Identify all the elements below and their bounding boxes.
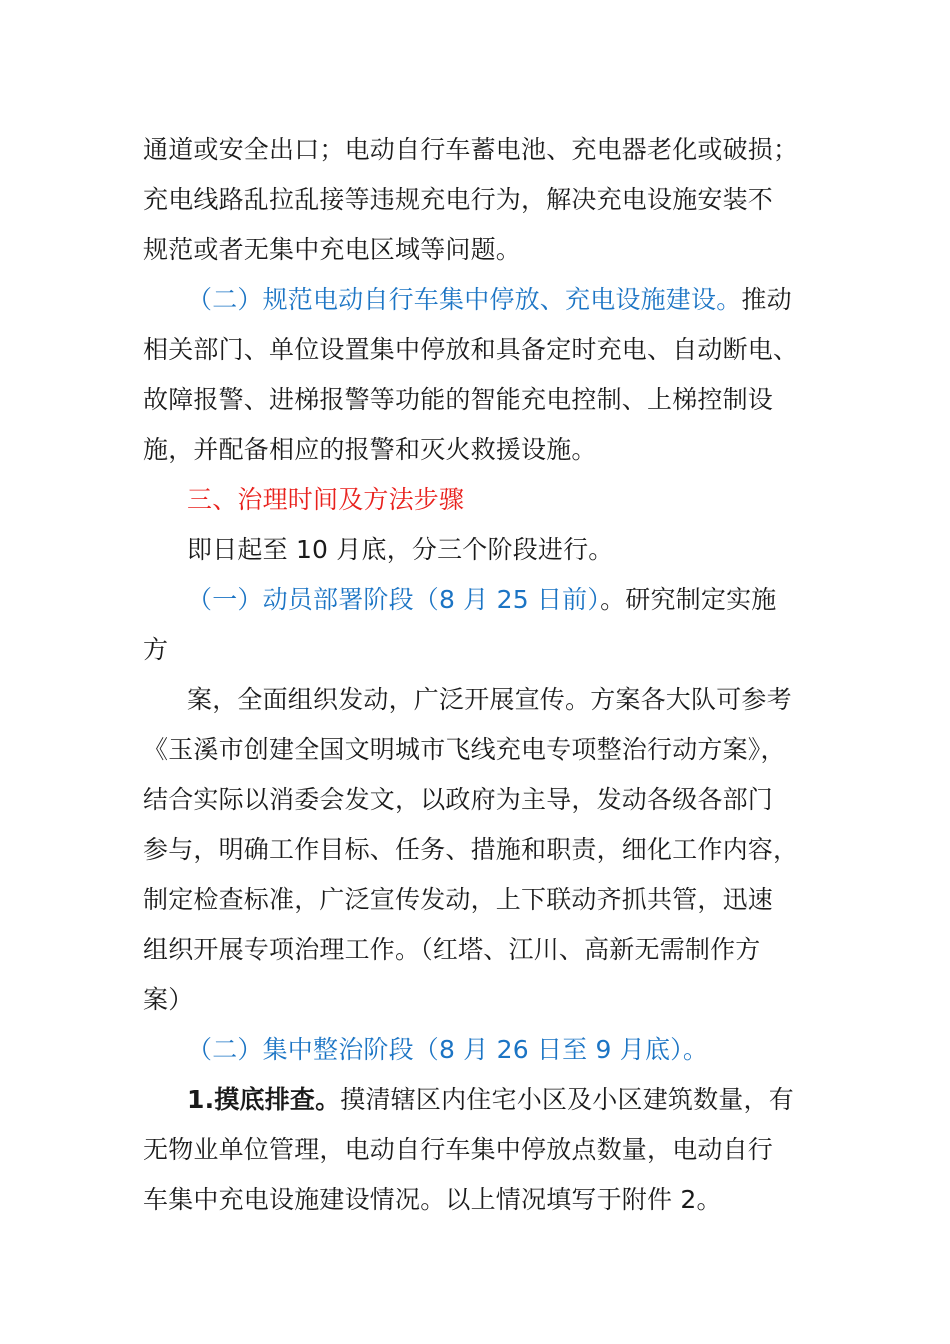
paragraph-line: 施，并配备相应的报警和灭火救援设施。 <box>143 435 597 464</box>
paragraph-line: 结合实际以消委会发文，以政府为主导，发动各级各部门 <box>143 785 774 814</box>
paragraph-text: 。研究制定实施 <box>600 585 777 614</box>
paragraph-line: 《玉溪市创建全国文明城市飞线充电专项整治行动方案》， <box>143 735 786 764</box>
paragraph-line: 组织开展专项治理工作。（红塔、江川、高新无需制作方 <box>143 935 761 964</box>
paragraph-line: 案，全面组织发动，广泛开展宣传。方案各大队可参考 <box>187 685 792 714</box>
paragraph-line <box>143 275 813 325</box>
subheading-blue: （二）集中整治阶段（8 月 26 日至 9 月底）。 <box>187 1035 709 1064</box>
paragraph-line: 无物业单位管理，电动自行车集中停放点数量，电动自行 <box>143 1135 774 1164</box>
paragraph-line: 通道或安全出口；电动自行车蓄电池、充电器老化或破损； <box>143 135 799 164</box>
subheading-blue: （二）规范电动自行车集中停放、充电设施建设。 <box>187 285 742 314</box>
subheading-blue: （一）动员部署阶段（8 月 25 日前） <box>187 585 601 614</box>
paragraph-text: 摸清辖区内住宅小区及小区建筑数量，有 <box>340 1085 794 1114</box>
paragraph-text: 推动 <box>741 285 792 314</box>
paragraph-line <box>143 1075 813 1125</box>
paragraph-line: 故障报警、进梯报警等功能的智能充电控制、上梯控制设 <box>143 385 774 414</box>
paragraph-line: 案） <box>143 985 194 1014</box>
paragraph-line <box>143 575 813 625</box>
document-body <box>143 125 813 1225</box>
paragraph-line: 即日起至 10 月底，分三个阶段进行。 <box>187 535 614 564</box>
section-heading: 三、治理时间及方法步骤 <box>187 485 465 514</box>
paragraph-line: 充电线路乱拉乱接等违规充电行为，解决充电设施安装不 <box>143 185 774 214</box>
paragraph-line: 车集中充电设施建设情况。以上情况填写于附件 2。 <box>143 1185 722 1214</box>
paragraph-line: 规范或者无集中充电区域等问题。 <box>143 235 522 264</box>
paragraph-line: 方 <box>143 635 169 664</box>
bold-lead: 1.摸底排查。 <box>187 1085 341 1114</box>
paragraph-line: 参与，明确工作目标、任务、措施和职责，细化工作内容， <box>143 835 799 864</box>
paragraph-line: 制定检查标准，广泛宣传发动，上下联动齐抓共管，迅速 <box>143 885 774 914</box>
paragraph-line: 相关部门、单位设置集中停放和具备定时充电、自动断电、 <box>143 335 799 364</box>
